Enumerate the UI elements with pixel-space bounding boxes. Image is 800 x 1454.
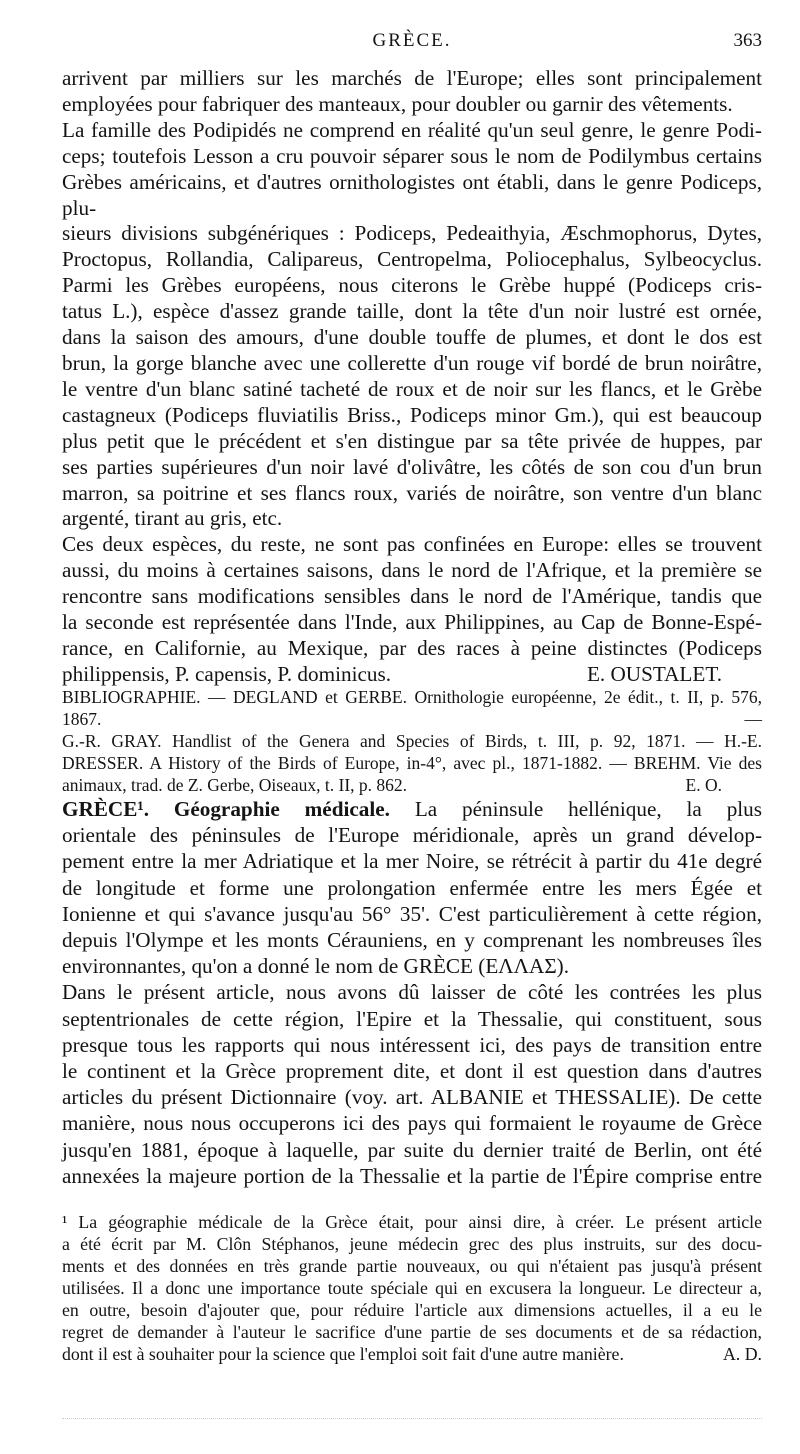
text-line: tatus L.), espèce d'assez grande taille, dont la tête d'un noir lustré est ornée, bbox=[62, 299, 762, 324]
footnote-line: en outre, besoin d'ajouter que, pour réduire l'article aux dimensions actuelles, il a eu le bbox=[62, 1300, 762, 1320]
section-paragraph-1 bbox=[62, 796, 762, 979]
article-geographie-medicale bbox=[62, 796, 762, 1189]
text-line: pement entre la mer Adriatique et la mer Noire, se rétrécit à partir du 41e degré bbox=[62, 849, 762, 874]
text-line: depuis l'Olympe et les monts Cérauniens, en y comprenant les nombreuses îles bbox=[62, 928, 762, 953]
text-line: arrivent par milliers sur les marchés de l'Europe; elles sont principalement bbox=[62, 66, 762, 90]
running-head bbox=[62, 30, 762, 54]
author-signature: E. OUSTALET. bbox=[586, 661, 722, 686]
text-line: Ionienne et qui s'avance jusqu'au 56° 35'. C'est particulièrement à cette région, bbox=[62, 901, 762, 926]
text-line: marron, sa poitrine et ses flancs roux, variés de noirâtre, son ventre d'un blanc bbox=[62, 480, 762, 505]
text-line: castagneux (Podiceps fluviatilis Briss., Podiceps minor Gm.), qui est beaucoup bbox=[62, 402, 762, 427]
text-line: annexées la majeure portion de la Thessalie et la partie de l'Épire comprise entre bbox=[62, 1163, 762, 1188]
paragraph-3 bbox=[62, 273, 762, 532]
bibliography-signature: E. O. bbox=[685, 775, 722, 795]
footnote-line: dont il est à souhaiter pour la science que l'emploi soit fait d'une autre manière. bbox=[62, 1344, 624, 1364]
text-line: Dans le présent article, nous avons dû laisser de côté les contrées les plus bbox=[62, 980, 762, 1005]
text-line: jusqu'en 1881, époque à laquelle, par suite du dernier traité de Berlin, ont été bbox=[62, 1137, 762, 1162]
footnote-line: a été écrit par M. Clôn Stéphanos, jeune médecin grec des plus instruits, sur des docu- bbox=[62, 1234, 762, 1254]
text-line: Ces deux espèces, du reste, ne sont pas confinées en Europe: elles se trouvent bbox=[62, 532, 762, 557]
text-line: plus petit que le précédent et s'en distingue par sa tête privée de huppes, par bbox=[62, 428, 762, 453]
text-line: Grèbes américains, et d'autres ornithologistes ont établi, dans le genre Podiceps, plu- bbox=[62, 169, 762, 220]
text-line: sieurs divisions subgénériques : Podiceps, Pedeaithyia, Æschmophorus, Dytes, bbox=[62, 221, 762, 246]
paragraph-1 bbox=[62, 66, 762, 118]
text-line: ceps; toutefois Lesson a cru pouvoir séparer sous le nom de Podilymbus certains bbox=[62, 143, 762, 168]
text-line: Parmi les Grèbes européens, nous citerons le Grèbe huppé (Podiceps cris- bbox=[62, 273, 762, 298]
text-line: rencontre sans modifications sensibles dans le nord de l'Amérique, tandis que bbox=[62, 584, 762, 609]
footnote-line: utilisées. Il a donc une importance toute spéciale qui en excusera la longueur. Le directeur a, bbox=[62, 1278, 762, 1298]
text-line: philippensis, P. capensis, P. dominicus. bbox=[62, 661, 392, 686]
page-number: 363 bbox=[733, 30, 762, 51]
bibliography bbox=[62, 686, 762, 796]
text-line: septentrionales de cette région, l'Epire et la Thessalie, qui constituent, sous bbox=[62, 1006, 762, 1031]
footnote-line-with-signature bbox=[62, 1343, 762, 1365]
bibliography-line: DRESSER. A History of the Birds of Europe, in-4°, avec pl., 1871-1882. — BREHM. Vie des bbox=[62, 753, 762, 773]
text-line: rance, en Californie, au Mexique, par des races à peine distinctes (Podiceps bbox=[62, 635, 762, 660]
text-line: articles du présent Dictionnaire (voy. art. ALBANIE et THESSALIE). De cette bbox=[62, 1085, 762, 1110]
text-line: manière, nous nous occuperons ici des pays qui formaient le royaume de Grèce bbox=[62, 1111, 762, 1136]
headword-line bbox=[62, 796, 762, 822]
text-line: presque tous les rapports qui nous intéressent ici, des pays de transition entre bbox=[62, 1032, 762, 1057]
text-line: le continent et la Grèce proprement dite, et dont il est question dans d'autres bbox=[62, 1059, 762, 1084]
scan-artifact-divider bbox=[62, 1418, 762, 1423]
bibliography-line: BIBLIOGRAPHIE. — DEGLAND et GERBE. Ornithologie européenne, 2e édit., t. II, p. 576, 1867. — bbox=[62, 687, 762, 729]
text-line: brun, la gorge blanche avec une collerette d'un rouge vif bordé de brun noirâtre, bbox=[62, 350, 762, 375]
text-line: argenté, tirant au gris, etc. bbox=[62, 506, 283, 531]
bibliography-line-with-signature bbox=[62, 774, 762, 796]
footnote-line: ments et des données en très grande partie nouveaux, ou qui n'étaient pas jusqu'à présent bbox=[62, 1256, 762, 1276]
text-line: La péninsule hellénique, la plus bbox=[414, 797, 763, 821]
text-line: orientale des péninsules de l'Europe méridionale, après un grand dévelop- bbox=[62, 823, 762, 848]
text-line: de longitude et forme une prolongation enfermée entre les mers Égée et bbox=[62, 875, 762, 900]
text-line: La famille des Podipidés ne comprend en réalité qu'un seul genre, le genre Podi- bbox=[62, 117, 762, 142]
footnote-line: ¹ La géographie médicale de la Grèce était, pour ainsi dire, à créer. Le présent article bbox=[62, 1212, 762, 1232]
text-line: employées pour fabriquer des manteaux, pour doubler ou garnir des vêtements. bbox=[62, 91, 733, 116]
text-line: dans la saison des amours, d'une double touffe de plumes, et dont le dos est bbox=[62, 325, 762, 350]
article-headword: GRÈCE¹. Géographie médicale. bbox=[62, 797, 390, 821]
text-line: ses parties supérieures d'un noir lavé d'olivâtre, les côtés de son cou d'un brun bbox=[62, 454, 762, 479]
paragraph-2 bbox=[62, 118, 762, 273]
text-line: le ventre d'un blanc satiné tacheté de roux et de noir sur les flancs, et le Grèbe bbox=[62, 376, 762, 401]
bibliography-line: animaux, trad. de Z. Gerbe, Oiseaux, t. II, p. 862. bbox=[62, 775, 408, 795]
text-line: environnantes, qu'on a donné le nom de GRÈCE (ΕΛΛΑΣ). bbox=[62, 954, 570, 979]
footnote-line: regret de demander à l'auteur le sacrifice d'une partie de ses documents et de sa rédaction, bbox=[62, 1322, 762, 1342]
paragraph-4 bbox=[62, 532, 762, 687]
bibliography-line: G.-R. GRAY. Handlist of the Genera and Species of Birds, t. III, p. 92, 1871. — H.-E. bbox=[62, 731, 762, 751]
text-line-with-signature bbox=[62, 662, 762, 688]
section-paragraph-2 bbox=[62, 979, 762, 1189]
running-title: GRÈCE. bbox=[372, 30, 452, 51]
text-line: la seconde est représentée dans l'Inde, aux Philippines, au Cap de Bonne-Espé- bbox=[62, 610, 762, 635]
text-line: Proctopus, Rollandia, Calipareus, Centropelma, Poliocephalus, Sylbeocyclus. bbox=[62, 247, 762, 272]
article-body-grebe bbox=[62, 66, 762, 688]
text-line: aussi, du moins à certaines saisons, dans le nord de l'Afrique, et la première se bbox=[62, 558, 762, 583]
footnote-signature: A. D. bbox=[722, 1344, 762, 1364]
footnote bbox=[62, 1211, 762, 1365]
